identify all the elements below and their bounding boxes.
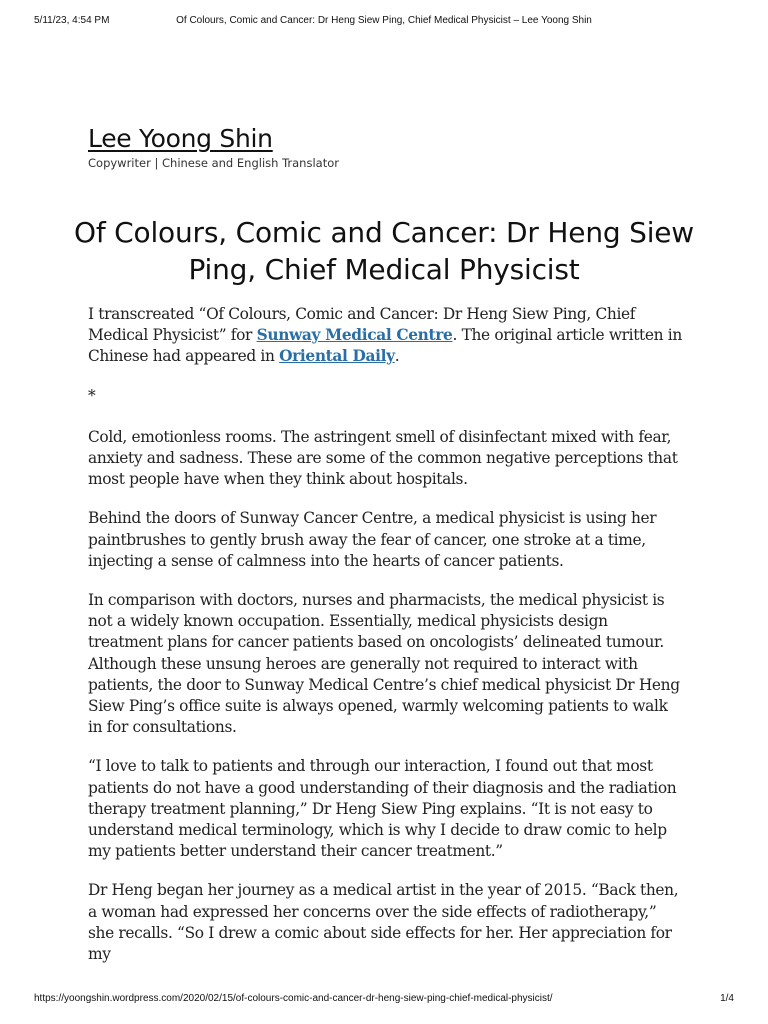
body-paragraph: Behind the doors of Sunway Cancer Centre, a medical physicist is using her paintbrushes to gently brush away the fear of cancer, one stroke at a time, injecting a sense of calmness into the hearts of cancer patients. xyxy=(88,509,657,570)
site-header xyxy=(88,122,688,170)
print-url: https://yoongshin.wordpress.com/2020/02/15/of-colours-comic-and-cancer-dr-heng-siew-ping-chief-medical-physicist/ xyxy=(34,993,553,1004)
article-title: Of Colours, Comic and Cancer: Dr Heng Siew Ping, Chief Medical Physicist xyxy=(73,216,695,286)
intro-text: I transcreated “Of Colours, Comic and Cancer: Dr Heng Siew Ping, Chief Medical Physicist” for xyxy=(88,305,636,345)
site-title-link[interactable]: Lee Yoong Shin xyxy=(88,124,273,153)
intro-text: . The original article written in Chinese had appeared in xyxy=(88,326,682,366)
site-tagline: Copywriter | Chinese and English Translator xyxy=(88,156,339,170)
body-paragraph: Dr Heng began her journey as a medical artist in the year of 2015. “Back then, a woman had expressed her concerns over the side effects of radiotherapy,” she recalls. “So I drew a comic about side effects for her. Her appreciation for my xyxy=(88,881,679,964)
print-footer xyxy=(34,993,734,1009)
body-paragraph: In comparison with doctors, nurses and pharmacists, the medical physicist is not a widely known occupation. Essentially, medical physicists design treatment plans for cancer patients based on oncologists’ delineated tumour. Although these unsung heroes are generally not required to interact with patients, the door to Sunway Medical Centre’s chief medical physicist Dr Heng Siew Ping’s office suite is always opened, warmly welcoming patients to walk in for consultations. xyxy=(88,591,680,737)
oriental-daily-link[interactable]: Oriental Daily xyxy=(279,347,395,366)
article-body xyxy=(88,304,684,983)
intro-paragraph xyxy=(88,304,684,368)
print-header xyxy=(34,15,734,31)
print-page-number: 1/4 xyxy=(720,993,734,1004)
print-page-title: Of Colours, Comic and Cancer: Dr Heng Siew Ping, Chief Medical Physicist – Lee Yoong Shin xyxy=(176,15,592,26)
section-separator: * xyxy=(88,386,96,405)
sunway-medical-centre-link[interactable]: Sunway Medical Centre xyxy=(256,326,453,345)
body-paragraph: “I love to talk to patients and through our interaction, I found out that most patients do not have a good understanding of their diagnosis and the radiation therapy treatment planning,” Dr Heng Siew Ping explains. “It is not easy to understand medical terminology, which is why I decide to draw comic to help my patients better understand their cancer treatment.” xyxy=(88,757,677,861)
body-paragraph: Cold, emotionless rooms. The astringent smell of disinfectant mixed with fear, anxiety and sadness. These are some of the common negative perceptions that most people have when they think about hospitals. xyxy=(88,427,678,489)
print-datetime: 5/11/23, 4:54 PM xyxy=(34,15,110,26)
intro-text: . xyxy=(394,347,400,366)
